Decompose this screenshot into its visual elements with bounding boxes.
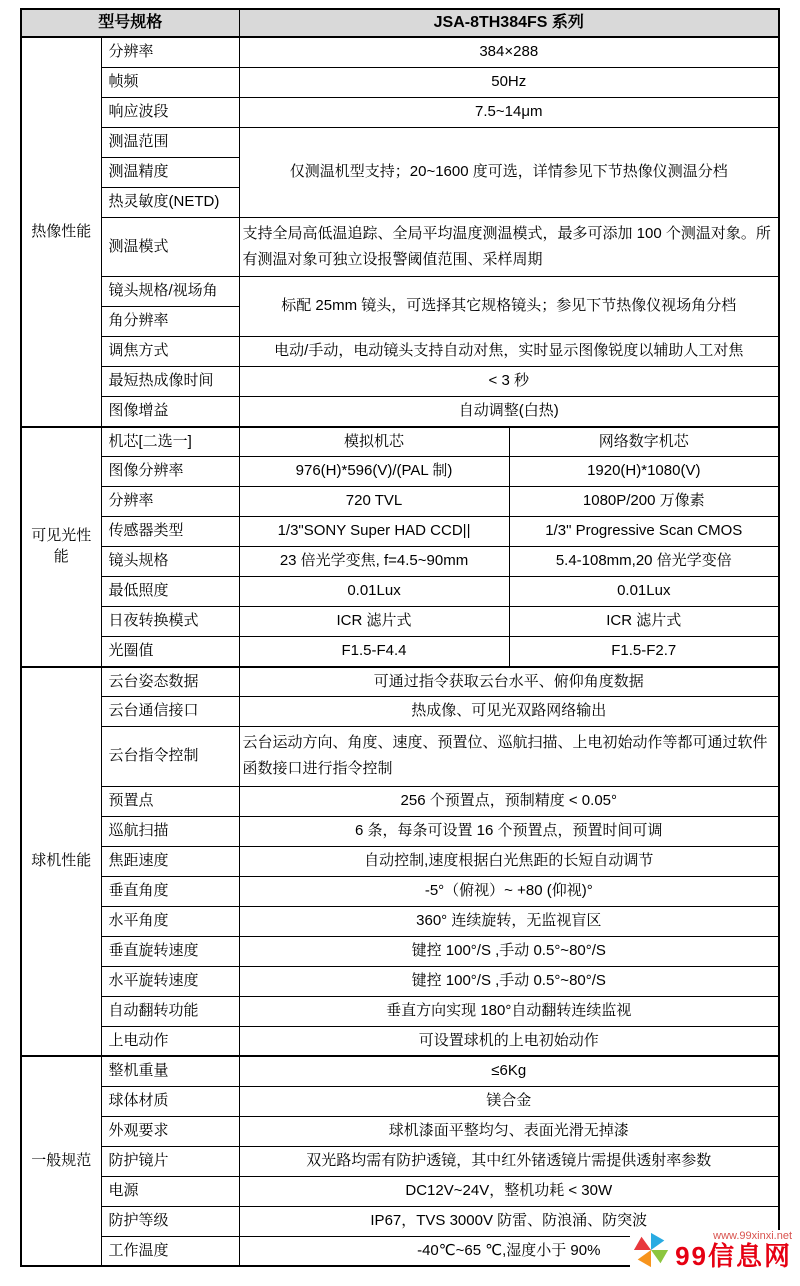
spec-value-cell: F1.5-F2.7: [509, 637, 779, 667]
spec-value-cell: 支持全局高低温追踪、全局平均温度测温模式，最多可添加 100 个测温对象。所有测温对象可独立设报警阈值范围、采样周期: [239, 217, 779, 277]
spec-value-cell: 976(H)*596(V)/(PAL 制): [239, 457, 509, 487]
spec-value-cell: 键控 100°/S ,手动 0.5°~80°/S: [239, 966, 779, 996]
spec-table: [20, 8, 780, 1267]
spec-value-cell: 镁合金: [239, 1086, 779, 1116]
spec-row: [21, 846, 779, 876]
spec-value-cell: -40℃~65 ℃,湿度小于 90%: [239, 1236, 779, 1266]
spec-value-cell: 1/3"SONY Super HAD CCD||: [239, 517, 509, 547]
spec-label-cell: 水平角度: [101, 906, 239, 936]
spec-row: [21, 876, 779, 906]
spec-row: [21, 37, 779, 67]
spec-label-cell: 测温范围: [101, 127, 239, 157]
spec-row: [21, 487, 779, 517]
spec-row: [21, 906, 779, 936]
spec-label-cell: 云台通信接口: [101, 697, 239, 727]
spec-value-cell: -5°（俯视）~ +80 (仰视)°: [239, 876, 779, 906]
header-model-value: JSA-8TH384FS 系列: [239, 9, 779, 37]
spec-label-cell: 外观要求: [101, 1116, 239, 1146]
spec-value-cell: 384×288: [239, 37, 779, 67]
spec-row: [21, 577, 779, 607]
spec-value-cell: IP67，TVS 3000V 防雷、防浪涌、防突波: [239, 1206, 779, 1236]
category-cell: 热像性能: [21, 37, 101, 427]
spec-row: [21, 607, 779, 637]
spec-label-cell: 巡航扫描: [101, 816, 239, 846]
spec-label-cell: 光圈值: [101, 637, 239, 667]
spec-row: [21, 936, 779, 966]
spec-row: [21, 1056, 779, 1086]
spec-value-cell: 50Hz: [239, 67, 779, 97]
spec-row: [21, 1086, 779, 1116]
spec-value-cell: 1/3" Progressive Scan CMOS: [509, 517, 779, 547]
spec-label-cell: 测温精度: [101, 157, 239, 187]
spec-row: [21, 337, 779, 367]
category-cell: 球机性能: [21, 667, 101, 1057]
header-row: [21, 9, 779, 37]
spec-value-cell: 256 个预置点，预制精度 < 0.05°: [239, 786, 779, 816]
spec-label-cell: 焦距速度: [101, 846, 239, 876]
spec-value-cell: 自动调整(白热): [239, 397, 779, 427]
spec-row: [21, 397, 779, 427]
category-cell: 可见光性能: [21, 427, 101, 667]
spec-label-cell: 热灵敏度(NETD): [101, 187, 239, 217]
spec-label-cell: 日夜转换模式: [101, 607, 239, 637]
spec-row: [21, 517, 779, 547]
spec-value-cell: 标配 25mm 镜头，可选择其它规格镜头；参见下节热像仪视场角分档: [239, 277, 779, 337]
spec-label-cell: 预置点: [101, 786, 239, 816]
spec-label-cell: 分辨率: [101, 37, 239, 67]
spec-value-cell: 键控 100°/S ,手动 0.5°~80°/S: [239, 936, 779, 966]
spec-row: [21, 67, 779, 97]
spec-value-cell: 仅测温机型支持；20~1600 度可选，详情参见下节热像仪测温分档: [239, 127, 779, 217]
spec-value-cell: 720 TVL: [239, 487, 509, 517]
spec-value-cell: 模拟机芯: [239, 427, 509, 457]
spec-value-cell: 垂直方向实现 180°自动翻转连续监视: [239, 996, 779, 1026]
spec-value-cell: ICR 滤片式: [239, 607, 509, 637]
spec-label-cell: 整机重量: [101, 1056, 239, 1086]
watermark-name: 99信息网: [675, 1241, 792, 1271]
pinwheel-logo-icon: [632, 1231, 670, 1269]
spec-label-cell: 镜头规格: [101, 547, 239, 577]
spec-value-cell: 双光路均需有防护透镜，其中红外锗透镜片需提供透射率参数: [239, 1146, 779, 1176]
spec-value-cell: 云台运动方向、角度、速度、预置位、巡航扫描、上电初始动作等都可通过软件函数接口进行指令控制: [239, 727, 779, 787]
spec-row: [21, 1176, 779, 1206]
spec-table-body: [21, 37, 779, 1266]
spec-row: [21, 457, 779, 487]
spec-value-cell: 可设置球机的上电初始动作: [239, 1026, 779, 1056]
spec-label-cell: 图像增益: [101, 397, 239, 427]
spec-label-cell: 测温模式: [101, 217, 239, 277]
spec-value-cell: 7.5~14μm: [239, 97, 779, 127]
spec-row: [21, 277, 779, 307]
spec-label-cell: 最低照度: [101, 577, 239, 607]
spec-label-cell: 球体材质: [101, 1086, 239, 1116]
spec-value-cell: 球机漆面平整均匀、表面光滑无掉漆: [239, 1116, 779, 1146]
spec-row: [21, 1116, 779, 1146]
watermark: [630, 1230, 794, 1270]
spec-row: [21, 547, 779, 577]
spec-value-cell: 热成像、可见光双路网络输出: [239, 697, 779, 727]
spec-label-cell: 角分辨率: [101, 307, 239, 337]
spec-label-cell: 传感器类型: [101, 517, 239, 547]
spec-label-cell: 帧频: [101, 67, 239, 97]
spec-label-cell: 工作温度: [101, 1236, 239, 1266]
spec-row: [21, 1146, 779, 1176]
spec-value-cell: < 3 秒: [239, 367, 779, 397]
spec-value-cell: 23 倍光学变焦, f=4.5~90mm: [239, 547, 509, 577]
watermark-text: [675, 1231, 792, 1269]
spec-row: [21, 816, 779, 846]
spec-value-cell: 360° 连续旋转，无监视盲区: [239, 906, 779, 936]
spec-row: [21, 966, 779, 996]
spec-value-cell: 网络数字机芯: [509, 427, 779, 457]
spec-value-cell: 可通过指令获取云台水平、俯仰角度数据: [239, 667, 779, 697]
watermark-url: www.99xinxi.net: [713, 1230, 792, 1242]
spec-row: [21, 786, 779, 816]
spec-label-cell: 分辨率: [101, 487, 239, 517]
spec-value-cell: 6 条，每条可设置 16 个预置点，预置时间可调: [239, 816, 779, 846]
spec-value-cell: 1920(H)*1080(V): [509, 457, 779, 487]
spec-label-cell: 图像分辨率: [101, 457, 239, 487]
spec-row: [21, 667, 779, 697]
spec-label-cell: 自动翻转功能: [101, 996, 239, 1026]
spec-row: [21, 1026, 779, 1056]
spec-value-cell: 0.01Lux: [509, 577, 779, 607]
spec-label-cell: 防护镜片: [101, 1146, 239, 1176]
spec-value-cell: 自动控制,速度根据白光焦距的长短自动调节: [239, 846, 779, 876]
spec-row: [21, 127, 779, 157]
spec-row: [21, 637, 779, 667]
spec-label-cell: 云台指令控制: [101, 727, 239, 787]
spec-label-cell: 垂直角度: [101, 876, 239, 906]
spec-label-cell: 垂直旋转速度: [101, 936, 239, 966]
spec-row: [21, 697, 779, 727]
spec-label-cell: 电源: [101, 1176, 239, 1206]
spec-row: [21, 97, 779, 127]
spec-row: [21, 367, 779, 397]
spec-label-cell: 水平旋转速度: [101, 966, 239, 996]
header-model-label: 型号规格: [21, 9, 239, 37]
spec-row: [21, 217, 779, 277]
spec-value-cell: 1080P/200 万像素: [509, 487, 779, 517]
spec-row: [21, 727, 779, 787]
spec-row: [21, 996, 779, 1026]
spec-value-cell: 电动/手动，电动镜头支持自动对焦，实时显示图像锐度以辅助人工对焦: [239, 337, 779, 367]
category-cell: 一般规范: [21, 1056, 101, 1266]
spec-label-cell: 机芯[二选一]: [101, 427, 239, 457]
spec-label-cell: 最短热成像时间: [101, 367, 239, 397]
spec-value-cell: DC12V~24V，整机功耗 < 30W: [239, 1176, 779, 1206]
spec-label-cell: 云台姿态数据: [101, 667, 239, 697]
spec-label-cell: 响应波段: [101, 97, 239, 127]
spec-label-cell: 上电动作: [101, 1026, 239, 1056]
spec-label-cell: 调焦方式: [101, 337, 239, 367]
spec-row: [21, 427, 779, 457]
spec-value-cell: ≤6Kg: [239, 1056, 779, 1086]
spec-value-cell: 5.4-108mm,20 倍光学变倍: [509, 547, 779, 577]
spec-value-cell: F1.5-F4.4: [239, 637, 509, 667]
spec-value-cell: 0.01Lux: [239, 577, 509, 607]
spec-label-cell: 防护等级: [101, 1206, 239, 1236]
spec-value-cell: ICR 滤片式: [509, 607, 779, 637]
spec-label-cell: 镜头规格/视场角: [101, 277, 239, 307]
